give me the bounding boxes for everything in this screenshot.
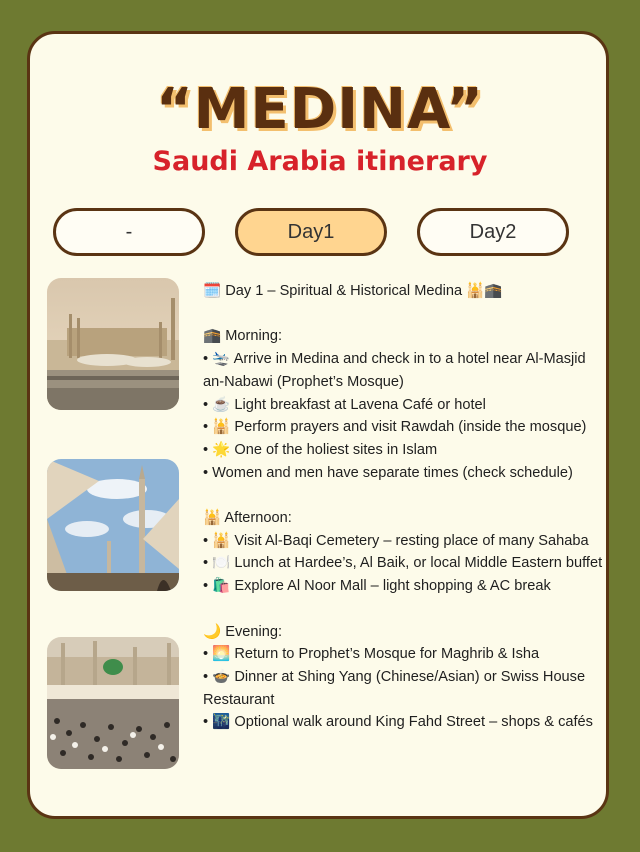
evening-item: • 🌅 Return to Prophet’s Mosque for Maghrib & Isha: [203, 646, 540, 663]
morning-item: • 🕌 Perform prayers and visit Rawdah (inside the mosque): [203, 419, 587, 436]
mosque-courtyard-photo: [47, 278, 179, 410]
green-dome-crowd-photo: [47, 637, 179, 769]
itinerary-text: [203, 280, 608, 734]
tab-dash[interactable]: -: [53, 208, 205, 256]
page-title: “MEDINA”: [156, 77, 484, 142]
afternoon-item: • 🍽️ Lunch at Hardee’s, Al Baik, or local Middle Eastern buffet: [203, 555, 603, 572]
morning-item: • 🌟 One of the holiest sites in Islam: [203, 441, 438, 458]
tab-day1[interactable]: Day1: [235, 208, 387, 256]
afternoon-item: • 🛍️ Explore Al Noor Mall – light shopping & AC break: [203, 578, 551, 595]
day-heading: 🗓️ Day 1 – Spiritual & Historical Medina 🕌🕋: [203, 283, 503, 299]
afternoon-item: • 🕌 Visit Al-Baqi Cemetery – resting place of many Sahaba: [203, 532, 589, 549]
morning-item: • 🛬 Arrive in Medina and check in to a hotel near Al-Masjid an-Nabawi (Prophet’s Mosque): [203, 351, 586, 390]
afternoon-label: 🕌 Afternoon:: [203, 510, 292, 526]
tab-day2[interactable]: Day2: [417, 208, 569, 256]
evening-item: • 🌃 Optional walk around King Fahd Street – shops & cafés: [203, 714, 593, 731]
morning-item: • Women and men have separate times (check schedule): [203, 464, 573, 481]
evening-label: 🌙 Evening:: [203, 623, 283, 640]
page-subtitle: Saudi Arabia itinerary: [152, 146, 488, 177]
morning-item: • ☕ Light breakfast at Lavena Café or hotel: [203, 396, 486, 413]
umbrella-minaret-photo: [47, 459, 179, 591]
morning-label: 🕋 Morning:: [203, 328, 283, 345]
evening-item: • 🍲 Dinner at Shing Yang (Chinese/Asian) or Swiss House Restaurant: [203, 668, 586, 708]
